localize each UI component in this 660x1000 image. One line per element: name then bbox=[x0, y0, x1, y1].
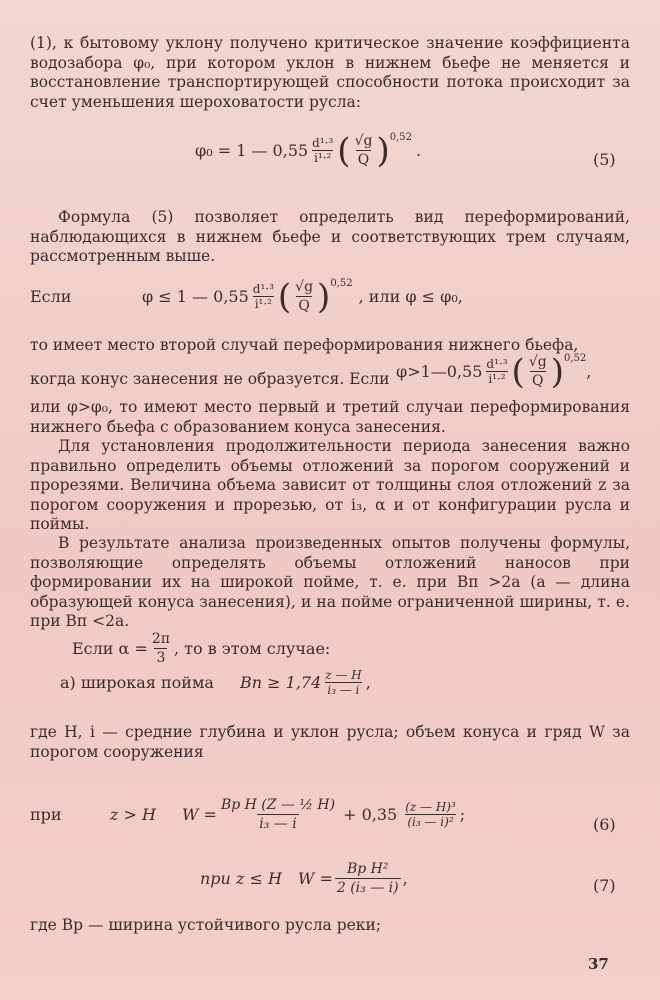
eq6-label: (6) bbox=[593, 815, 616, 834]
case-a-den: i₃ — i bbox=[327, 683, 360, 697]
equation-6 bbox=[30, 796, 465, 833]
cond2-fraction bbox=[484, 357, 509, 386]
cond2-inner-fraction bbox=[527, 353, 549, 390]
eq7-lhs: W = bbox=[297, 869, 333, 888]
cond1-tail: , или φ ≤ φ₀, bbox=[358, 287, 463, 306]
cond2-tail: , bbox=[586, 362, 592, 381]
eq5-num: d¹·³ bbox=[312, 136, 334, 150]
eq7-pri: при z ≤ H bbox=[200, 869, 282, 888]
case-a-label: а) широкая пойма bbox=[60, 673, 214, 692]
page-number: 37 bbox=[588, 955, 609, 973]
eq7-fraction bbox=[335, 860, 401, 897]
eq7-den: 2 (i₃ — i) bbox=[336, 880, 399, 896]
cond1-exponent: 0,52 bbox=[330, 278, 353, 289]
cond1-fraction bbox=[251, 282, 276, 311]
eq6-tail: ; bbox=[459, 805, 466, 824]
cond2-inner-den: Q bbox=[532, 373, 544, 389]
cond1-inner-num: √g bbox=[295, 279, 314, 295]
cond1-if: Если bbox=[30, 287, 72, 306]
eq6-den2: (i₃ — i)² bbox=[407, 815, 454, 829]
case-a-fraction bbox=[323, 668, 363, 697]
eq5-paren-open: ( bbox=[337, 130, 351, 171]
eq6-pri: при bbox=[30, 805, 62, 824]
paragraph-1: (1), к бытовому уклону получено критическое значение коэффициента водозабора φ₀, при котором уклон в нижнем бьефе не меняется и восстановление транспортирующей способности потока происходит за счет уменьшения шероховатости русла: bbox=[30, 34, 630, 111]
cond2-paren-open: ( bbox=[511, 351, 525, 392]
eq5-inner-den: Q bbox=[357, 152, 370, 168]
cond1-inner-den: Q bbox=[298, 298, 310, 314]
paragraph-6: где H, i — средние глубина и уклон русла; объем конуса и гряд W за порогом сооружения bbox=[30, 723, 630, 761]
eq5-label: (5) bbox=[593, 150, 616, 169]
paragraph-3: или φ>φ₀, то имеют место первый и третий случаи переформирования нижнего бьефа с образованием конуса занесения. bbox=[30, 398, 630, 436]
eq5-exponent: 0,52 bbox=[389, 132, 412, 143]
eq5-tail: . bbox=[415, 141, 422, 160]
alpha-num: 2π bbox=[151, 631, 170, 647]
eq5-lhs: φ₀ = 1 — 0,55 bbox=[195, 141, 309, 160]
condition-1 bbox=[30, 278, 463, 315]
eq6-den: i₃ — i bbox=[259, 816, 297, 832]
eq5-den: i¹·² bbox=[314, 151, 332, 165]
eq5-inner-fraction bbox=[353, 132, 375, 169]
eq5-inner-num: √g bbox=[354, 133, 373, 149]
line-then: то имеет место второй случай переформирования нижнего бьефа, bbox=[30, 336, 579, 354]
condition-2 bbox=[396, 353, 591, 390]
paragraph-5: В результате анализа произведенных опытов получены формулы, позволяющие определять объемы отложений наносов при формировании их на широкой пойме, т. е. при Bп >2a (a — длина образующей конуса занесения), и на пойме ограниченной ширины, т. е. при Bп <2a. bbox=[30, 534, 630, 630]
line-cone: когда конус занесения не образуется. Если bbox=[30, 370, 390, 388]
equation-7 bbox=[200, 860, 408, 897]
cond1-paren-open: ( bbox=[277, 276, 292, 317]
cond1-inner-fraction bbox=[293, 278, 315, 315]
alpha-condition bbox=[72, 630, 330, 667]
eq6-num2: (z — H)³ bbox=[405, 800, 456, 814]
eq6-num: Bр H (Z — ½ H) bbox=[220, 797, 336, 813]
cond1-num: d¹·³ bbox=[252, 282, 274, 296]
cond1-den: i¹·² bbox=[254, 297, 272, 311]
case-a-lhs: Bп ≥ 1,74 bbox=[240, 673, 322, 692]
paragraph-4: Для установления продолжительности периода занесения важно правильно определить объемы отложений за порогом сооружений и прорезями. Величина объема зависит от толщины слоя отложений z за порогом сооружения и прорезью, от i₃, α и от конфигурации русла и поймы. bbox=[30, 437, 630, 533]
cond1-lhs: φ ≤ 1 — 0,55 bbox=[142, 287, 249, 306]
paragraph-2: Формула (5) позволяет определить вид переформирований, наблюдающихся в нижнем бьефе и соответствующих трем случаям, рассмотренным выше. bbox=[30, 208, 630, 265]
eq6-cond: z > H bbox=[110, 805, 156, 824]
eq7-label: (7) bbox=[593, 876, 616, 895]
case-a-wide-floodplain bbox=[60, 668, 371, 697]
case-a-tail: , bbox=[365, 673, 371, 692]
cond2-lhs: φ>1—0,55 bbox=[396, 362, 483, 381]
eq6-lhs: W = bbox=[182, 805, 217, 824]
paragraph-7: где Bр — ширина устойчивого русла реки; bbox=[30, 916, 382, 934]
alpha-suffix: , то в этом случае: bbox=[173, 639, 331, 658]
eq6-fraction bbox=[219, 796, 337, 833]
eq5-fraction bbox=[310, 136, 335, 165]
alpha-fraction bbox=[150, 630, 172, 667]
cond2-exponent: 0,52 bbox=[563, 353, 587, 364]
cond2-num: d¹·³ bbox=[486, 357, 508, 371]
cond2-inner-num: √g bbox=[528, 354, 547, 370]
equation-5 bbox=[195, 132, 421, 169]
alpha-den: 3 bbox=[156, 650, 166, 666]
eq6-mid: + 0,35 bbox=[343, 805, 398, 824]
eq6-fraction-2 bbox=[403, 800, 458, 829]
case-a-num: z — H bbox=[325, 668, 362, 682]
cond2-den: i¹·² bbox=[488, 372, 506, 386]
eq7-num: Bр H² bbox=[346, 861, 389, 877]
cond2-paren-close: ) bbox=[550, 351, 564, 392]
eq5-paren-close: ) bbox=[376, 130, 390, 171]
alpha-prefix: Если α = bbox=[72, 639, 148, 658]
eq7-tail: , bbox=[402, 869, 408, 888]
cond1-paren-close: ) bbox=[317, 276, 331, 317]
